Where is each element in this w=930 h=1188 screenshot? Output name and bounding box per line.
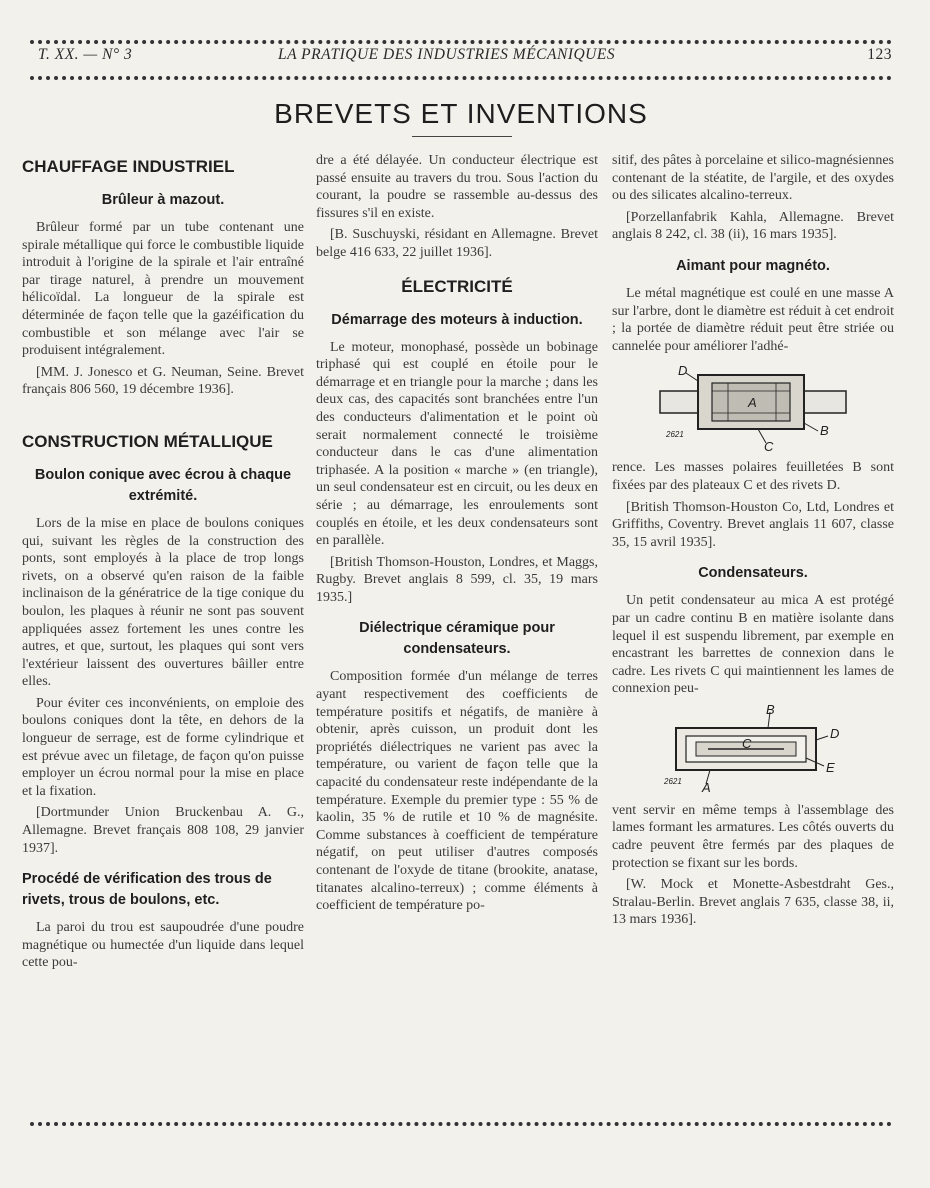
paragraph: vent servir en même temps à l'assemblage des lames formant les armatures. Les côtés ouverts du cadre peuvent être fermés par des plaques de protection se fixant sur les bords. — [612, 802, 894, 871]
section-heading-chauffage: CHAUFFAGE INDUSTRIEL — [22, 157, 235, 176]
subheading-dielectrique: Diélectrique céramique pour condensateurs. — [359, 620, 555, 658]
bottom-dotted-rule — [30, 1122, 892, 1126]
patent-reference: [British Thomson-Houston Co, Ltd, Londres et Griffiths, Coventry. Brevet anglais 11 607, classe 35, 15 avril 1935]. — [612, 499, 894, 550]
page-title: BREVETS ET INVENTIONS — [274, 98, 648, 129]
figure-number: 2621 — [666, 430, 684, 440]
paragraph: Composition formée d'un mélange de terres ayant respectivement des coefficients de température positifs et négatifs, de manière à obtenir, après cuisson, un produit dont les propriétés diélectriques ne varient pas avec la température, ou varient de façon telle que la capacité du condensateur reste indépendante de la température. Exemple du premier type : 55 % de kaolin, 35 % de rutile et 10 % de magnésite. Comme substances à coefficient de température négatif, on peut utiliser d'autres composés contenant de l'oxyde de titane (brookite, anatase, titanates alcalino-terreux) ; comme éléments à coefficient de température po- — [316, 669, 598, 914]
paragraph: Brûleur formé par un tube contenant une spirale métallique qui force le combustible liquide introduit à l'origine de la spirale et l'air entraîné par tirage naturel, à prendre un mouvement hélicoïdal. La longueur de la spirale est déterminée de façon telle que la gazéification du combustible et son mélange avec l'air se produisent intégralement. — [22, 220, 304, 359]
paragraph: Le métal magnétique est coulé en une masse A sur l'arbre, dont le diamètre est réduit à cet endroit ; la portée de diamètre réduit peut être striée ou cannelée pour améliorer l'adhé- — [612, 285, 894, 354]
figure-label-e: E — [826, 759, 835, 775]
section-heading-electricite: ÉLECTRICITÉ — [401, 276, 513, 296]
column-2 — [316, 152, 598, 919]
title-underline — [412, 136, 512, 137]
figure-label-d: D — [678, 363, 688, 379]
subheading-aimant: Aimant pour magnéto. — [676, 257, 830, 274]
subheading-condensateurs: Condensateurs. — [698, 565, 808, 582]
figure-label-b: B — [820, 423, 829, 439]
patent-reference: [B. Suschuyski, résidant en Allemagne. Brevet belge 416 633, 22 juillet 1936]. — [316, 227, 598, 260]
figure-number: 2621 — [664, 776, 682, 786]
capacitor-figure — [658, 704, 848, 794]
running-header — [38, 46, 892, 70]
column-1 — [22, 152, 304, 976]
header-volume: T. XX. — N° 3 — [38, 46, 133, 63]
patent-reference: [MM. J. Jonesco et G. Neuman, Seine. Brevet français 806 560, 19 décembre 1936]. — [22, 364, 304, 398]
paragraph: Lors de la mise en place de boulons coniques qui, suivant les règles de la construction des ponts, sont employés à la place de trop longs rivets, on a observé qu'en raison de la faible inclinaison de la génératrice de la tige conique du boulon, les plaques à réunir ne sont pas souvent appliquées assez fortement les unes contre les autres, et que, surtout, les plaques qui sont vers l'extérieur laissent des ouvertures bâiller entre elles. — [22, 515, 304, 690]
magnet-figure — [658, 361, 848, 451]
subheading-bruleur: Brûleur à mazout. — [101, 192, 225, 208]
header-journal: LA PRATIQUE DES INDUSTRIES MÉCANIQUES — [278, 46, 616, 63]
figure-label-b: B — [766, 703, 775, 717]
subheading-boulon: Boulon conique avec écrou à chaque extrémité. — [34, 466, 292, 504]
figure-label-c: C — [764, 439, 774, 452]
figure-label-d: D — [830, 725, 840, 741]
figure-label-a: A — [702, 779, 711, 794]
top-dotted-rule — [30, 40, 892, 44]
figure-label-c: C — [742, 735, 752, 751]
patent-reference: [British Thomson-Houston, Londres, et Maggs, Rugby. Brevet anglais 8 599, cl. 35, 19 mars 1935.] — [316, 554, 598, 605]
paragraph: Pour éviter ces inconvénients, on emploie des boulons coniques dont la tête, en dehors de la longueur de serrage, est de forme cylindrique et est prévue avec un filetage, de façon qu'on puisse employer un écrou normal pour la mise en place et la fixation. — [22, 695, 304, 799]
header-page-number: 123 — [867, 46, 892, 63]
paragraph: dre a été délayée. Un conducteur électrique est passé ensuite au travers du trou. Sous l'action du courant, la poudre se rassemble au-dessus des fissures s'il en existe. — [316, 153, 598, 221]
paragraph: Un petit condensateur au mica A est protégé par un cadre continu B en matière isolante dans lequel il est suspendu librement, par exemple en encastrant les barrettes de connexion dans le cadre. Les rivets C qui maintiennent les lames de connexion peu- — [612, 593, 894, 697]
paragraph: La paroi du trou est saupoudrée d'une poudre magnétique ou humectée d'un liquide dans lequel cette pou- — [22, 920, 304, 971]
paragraph: Le moteur, monophasé, possède un bobinage triphasé qui est couplé en étoile pour le démarrage et en triangle pour la marche ; dans les deux cas, des capacités sont branchées entre l'un des conducteurs d'alimentation et le point où serait normalement connecté le troisième conducteur dans le cas d'une alimentation triphasée. A la position « marche » (en triangle), un seul condensateur est en circuit, ou les deux en série ; au démarrage, les enroulements sont couplés en étoile, et les deux condensateurs sont en parallèle. — [316, 339, 598, 549]
patent-reference: [Dortmunder Union Bruckenbau A. G., Allemagne. Brevet français 808 108, 29 janvier 1937]. — [22, 805, 304, 856]
figure-label-a: A — [748, 395, 757, 411]
section-heading-construction: CONSTRUCTION MÉTALLIQUE — [22, 431, 273, 451]
subheading-verification: Procédé de vérification des trous de rivets, trous de boulons, etc. — [22, 871, 272, 909]
paragraph: sitif, des pâtes à porcelaine et silico-magnésiennes contenant de la stéatite, de l'argile, et des oxydes ou des silicates alcalino-terreux. — [612, 153, 894, 204]
paragraph: rence. Les masses polaires feuilletées B sont fixées par des plateaux C et des rivets D. — [612, 460, 894, 493]
subheading-demarrage: Démarrage des moteurs à induction. — [331, 311, 583, 328]
column-3 — [612, 152, 894, 941]
patent-reference: [W. Mock et Monette-Asbestdraht Ges., Stralau-Berlin. Brevet anglais 7 635, classe 38, ii, 13 mars 1936]. — [612, 877, 894, 928]
patent-reference: [Porzellanfabrik Kahla, Allemagne. Brevet anglais 8 242, cl. 38 (ii), 16 mars 1935]. — [612, 209, 894, 243]
header-dotted-rule — [30, 76, 892, 80]
